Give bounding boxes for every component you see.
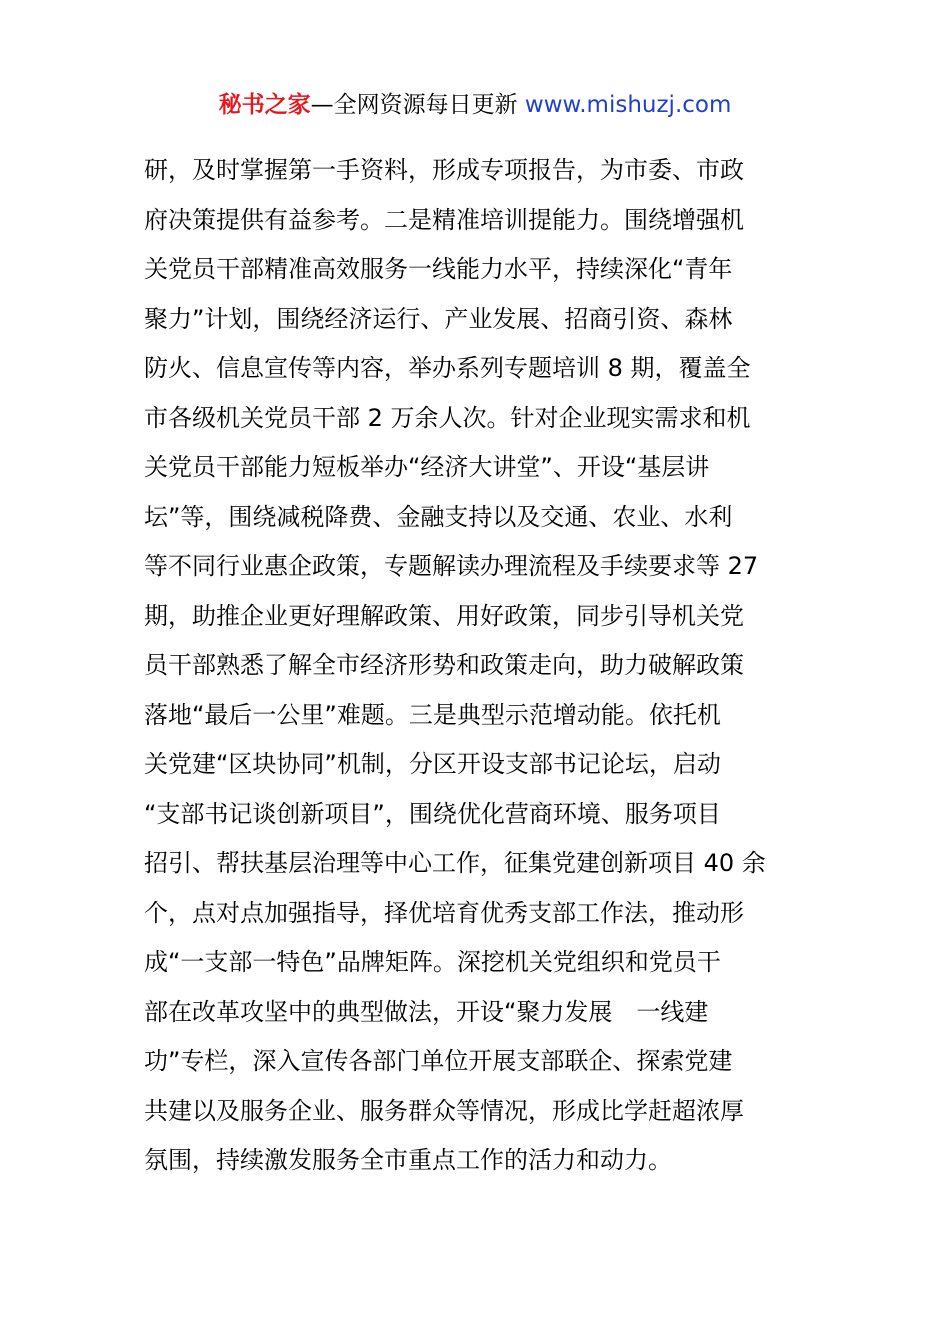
text-line: 氛围，持续激发服务全市重点工作的活力和动力。: [144, 1146, 672, 1174]
text-line: 等不同行业惠企政策，专题解读办理流程及手续要求等 27: [144, 552, 759, 580]
text-line: 部在改革攻坚中的典型做法，开设“聚力发展 一线建: [144, 997, 709, 1026]
text-line: 关党员干部精准高效服务一线能力水平，持续深化“青年: [144, 255, 733, 283]
text-line: 招引、帮扶基层治理等中心工作，征集党建创新项目 40 余: [144, 849, 766, 877]
text-line: 成“一支部一特色”品牌矩阵。深挖机关党组织和党员干: [144, 948, 721, 976]
text-line: 市各级机关党员干部 2 万余人次。针对企业现实需求和机: [144, 403, 751, 432]
site-url-link[interactable]: www.mishuzj.com: [524, 92, 732, 118]
text-line: 关党员干部能力短板举办“经济大讲堂”、开设“基层讲: [144, 453, 710, 481]
text-line: 功”专栏，深入宣传各部门单位开展支部联企、探索党建: [144, 1047, 733, 1075]
header-tagline: —全网资源每日更新: [310, 92, 518, 118]
text-line: 关党建“区块协同”机制，分区开设支部书记论坛，启动: [144, 750, 721, 778]
text-line: 防火、信息宣传等内容，举办系列专题培训 8 期，覆盖全: [144, 354, 751, 382]
text-line: 期，助推企业更好理解政策、用好政策，同步引导机关党: [144, 601, 744, 630]
text-line: 个，点对点加强指导，择优培育优秀支部工作法，推动形: [144, 898, 744, 927]
body-paragraph: [144, 146, 814, 1186]
text-line: 府决策提供有益参考。二是精准培训提能力。围绕增强机: [144, 205, 744, 234]
text-line: 研，及时掌握第一手资料，形成专项报告，为市委、市政: [144, 156, 744, 184]
page-header: [0, 88, 950, 122]
text-line: 共建以及服务企业、服务群众等情况，形成比学赶超浓厚: [144, 1096, 744, 1125]
text-line: 坛”等，围绕减税降费、金融支持以及交通、农业、水利: [144, 502, 733, 531]
text-line: 落地“最后一公里”难题。三是典型示范增动能。依托机: [144, 700, 721, 729]
text-line: 员干部熟悉了解全市经济形势和政策走向，助力破解政策: [144, 651, 744, 679]
text-line: “支部书记谈创新项目”，围绕优化营商环境、服务项目: [144, 799, 721, 828]
brand-name: 秘书之家: [218, 92, 311, 118]
text-line: 聚力”计划，围绕经济运行、产业发展、招商引资、森林: [144, 304, 733, 333]
